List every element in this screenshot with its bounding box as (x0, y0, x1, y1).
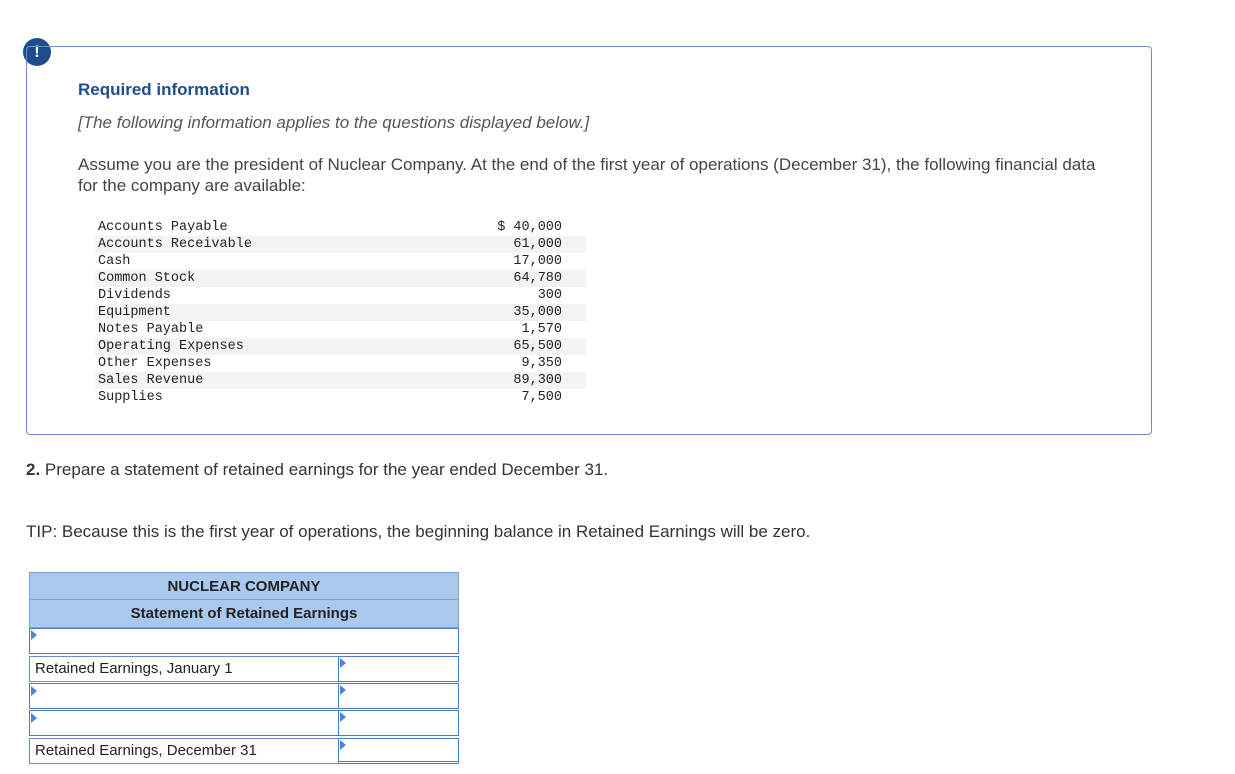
question-number: 2. (26, 460, 41, 479)
amount-input[interactable] (338, 656, 459, 682)
amount-input[interactable] (338, 710, 459, 736)
info-body: Assume you are the president of Nuclear Company. At the end of the first year of operations (December 31), the following financial data for the company are available: (78, 155, 1096, 195)
row-label: Cash (98, 254, 131, 269)
table-row (95, 219, 586, 236)
row-value: 35,000 (459, 304, 586, 321)
table-row (95, 338, 586, 355)
info-title: Required information (78, 80, 250, 99)
row-value: 300 (537, 288, 562, 303)
company-name-header: NUCLEAR COMPANY (29, 572, 459, 600)
worksheet-row (29, 710, 459, 736)
table-row (95, 253, 586, 270)
row-label: Accounts Payable (98, 220, 228, 235)
dropdown-arrow-icon (31, 686, 37, 696)
table-row (95, 389, 586, 406)
table-row (95, 304, 586, 321)
row-value: 1,570 (521, 322, 562, 337)
question-text (26, 460, 608, 480)
dropdown-arrow-icon (340, 658, 346, 668)
row-label-input[interactable] (29, 710, 339, 736)
row-value: 64,780 (459, 270, 586, 287)
table-row (95, 321, 586, 338)
alert-icon: ! (23, 38, 51, 66)
row-value: $ 40,000 (497, 220, 562, 235)
total-amount-input[interactable] (338, 738, 459, 764)
row-label: Notes Payable (98, 322, 204, 337)
table-row (95, 236, 586, 253)
heading-row (29, 628, 459, 654)
tip-text: TIP: Because this is the first year of operations, the beginning balance in Retained Earnings will be zero. (26, 522, 811, 541)
dropdown-arrow-icon (340, 740, 346, 750)
amount-input[interactable] (338, 683, 459, 709)
row-value: 61,000 (459, 236, 586, 253)
row-label: Dividends (98, 288, 171, 303)
dropdown-arrow-icon (340, 712, 346, 722)
row-label: Common Stock (95, 270, 459, 287)
row-value: 17,000 (513, 254, 562, 269)
required-information-panel (26, 46, 1152, 435)
row-value: 7,500 (521, 390, 562, 405)
row-label: Equipment (95, 304, 459, 321)
retained-earnings-worksheet (29, 572, 459, 759)
row-value: 89,300 (459, 372, 586, 389)
question-prompt: Prepare a statement of retained earnings for the year ended December 31. (44, 460, 609, 479)
worksheet-row (29, 683, 459, 709)
row-label: Sales Revenue (95, 372, 459, 389)
row-label: Other Expenses (98, 356, 212, 371)
table-row (95, 287, 586, 304)
row-label: Operating Expenses (95, 338, 459, 355)
statement-date-input[interactable] (29, 628, 459, 654)
financial-data-table (95, 219, 586, 406)
row-label: Supplies (98, 390, 163, 405)
row-label-cell: Retained Earnings, January 1 (29, 656, 339, 682)
info-subtitle: [The following information applies to the questions displayed below.] (78, 113, 590, 132)
table-row (95, 355, 586, 372)
statement-title-header: Statement of Retained Earnings (29, 600, 459, 628)
row-label-input[interactable] (29, 683, 339, 709)
row-value: 65,500 (459, 338, 586, 355)
worksheet-row (29, 738, 459, 764)
table-row (95, 372, 586, 389)
dropdown-arrow-icon (31, 630, 37, 640)
row-label-cell: Retained Earnings, December 31 (29, 738, 339, 764)
row-label: Accounts Receivable (95, 236, 459, 253)
dropdown-arrow-icon (340, 685, 346, 695)
row-value: 9,350 (521, 356, 562, 371)
table-row (95, 270, 586, 287)
worksheet-row (29, 656, 459, 682)
dropdown-arrow-icon (31, 713, 37, 723)
